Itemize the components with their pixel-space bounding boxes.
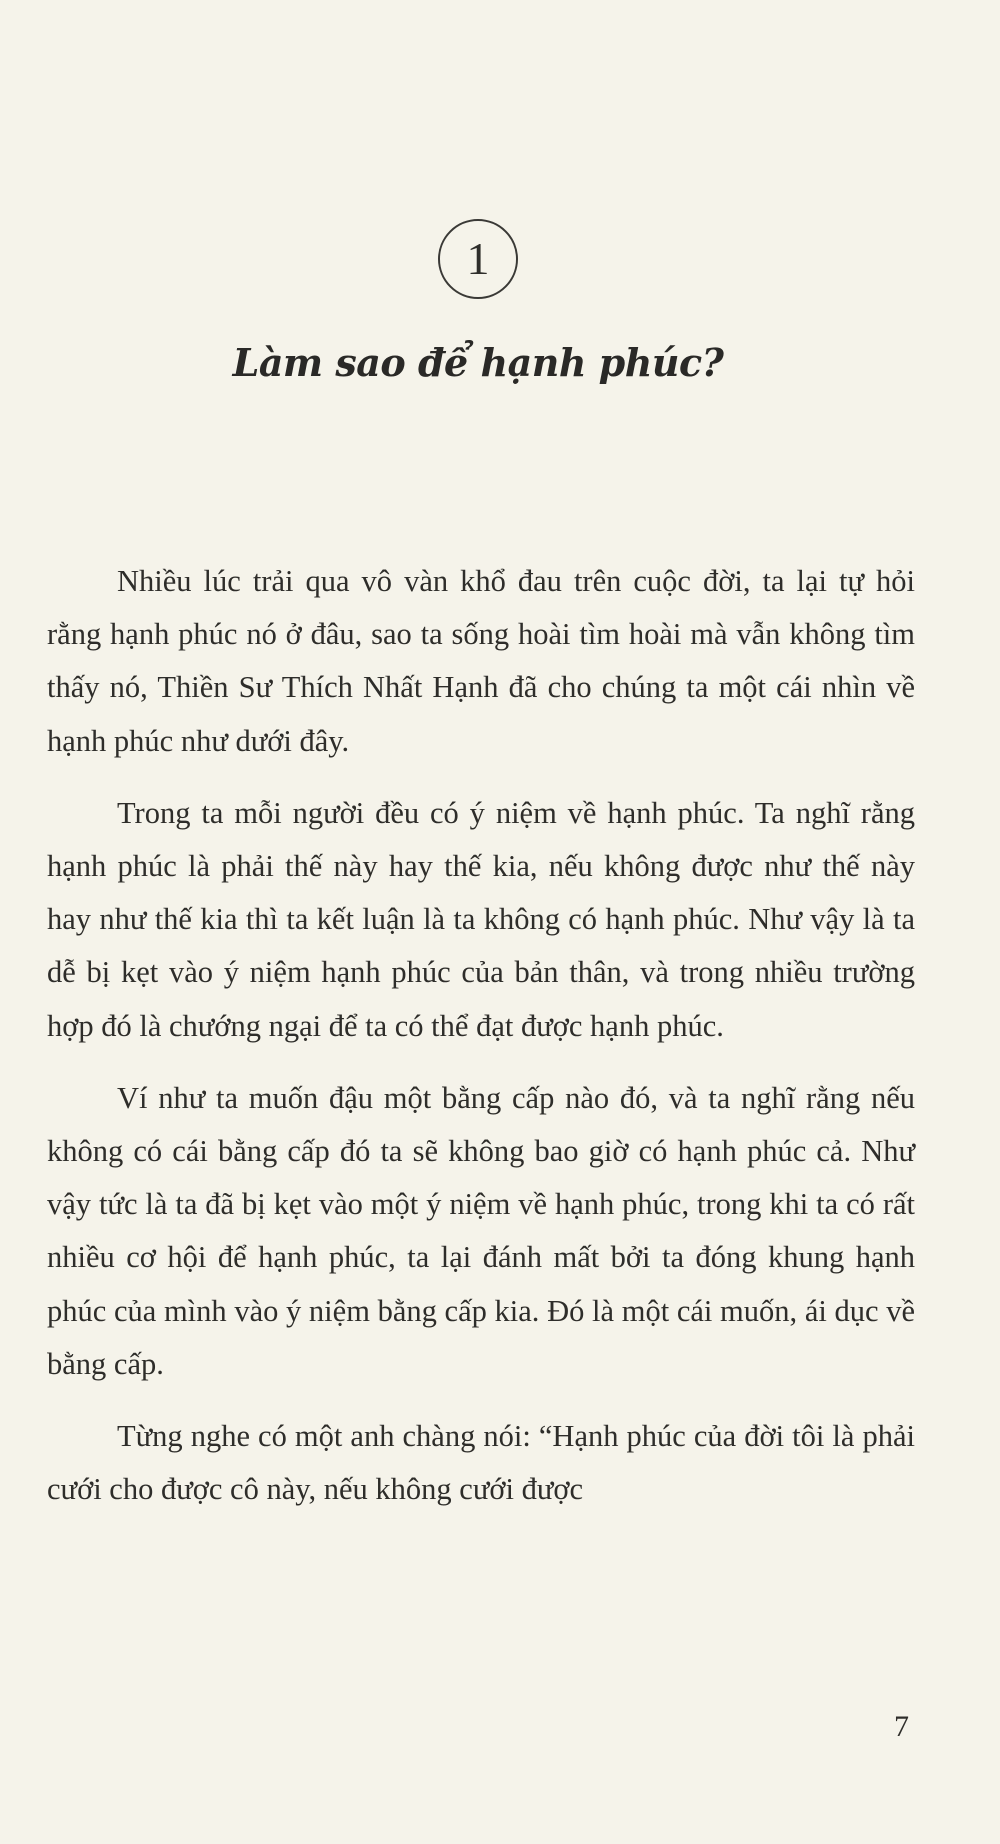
chapter-number-badge: [438, 219, 518, 299]
body-text: [47, 555, 915, 1535]
paragraph: Từng nghe có một anh chàng nói: “Hạnh phúc của đời tôi là phải cưới cho được cô này, nếu không cưới được: [47, 1419, 915, 1507]
paragraph: Trong ta mỗi người đều có ý niệm về hạnh phúc. Ta nghĩ rằng hạnh phúc là phải thế này hay thế kia, nếu không được như thế này hay như thế kia thì ta kết luận là ta không có hạnh phúc. Như vậy là ta dễ bị kẹt vào ý niệm hạnh phúc của bản thân, và trong nhiều trường hợp đó là chướng ngại để ta có thể đạt được hạnh phúc.: [47, 795, 915, 1043]
paragraph: Ví như ta muốn đậu một bằng cấp nào đó, và ta nghĩ rằng nếu không có cái bằng cấp đó ta sẽ không bao giờ có hạnh phúc cả. Như vậy tức là ta đã bị kẹt vào một ý niệm về hạnh phúc, trong khi ta có rất nhiều cơ hội để hạnh phúc, ta lại đánh mất bởi ta đóng khung hạnh phúc của mình vào ý niệm bằng cấp kia. Đó là một cái muốn, ái dục về bằng cấp.: [47, 1080, 915, 1381]
paragraph: Nhiều lúc trải qua vô vàn khổ đau trên cuộc đời, ta lại tự hỏi rằng hạnh phúc nó ở đâu, sao ta sống hoài tìm hoài mà vẫn không tìm thấy nó, Thiền Sư Thích Nhất Hạnh đã cho chúng ta một cái nhìn về hạnh phúc như dưới đây.: [47, 564, 915, 758]
chapter-title: Làm sao để hạnh phúc?: [232, 340, 724, 385]
chapter-number: 1: [466, 233, 490, 284]
page-number: 7: [894, 1710, 909, 1743]
